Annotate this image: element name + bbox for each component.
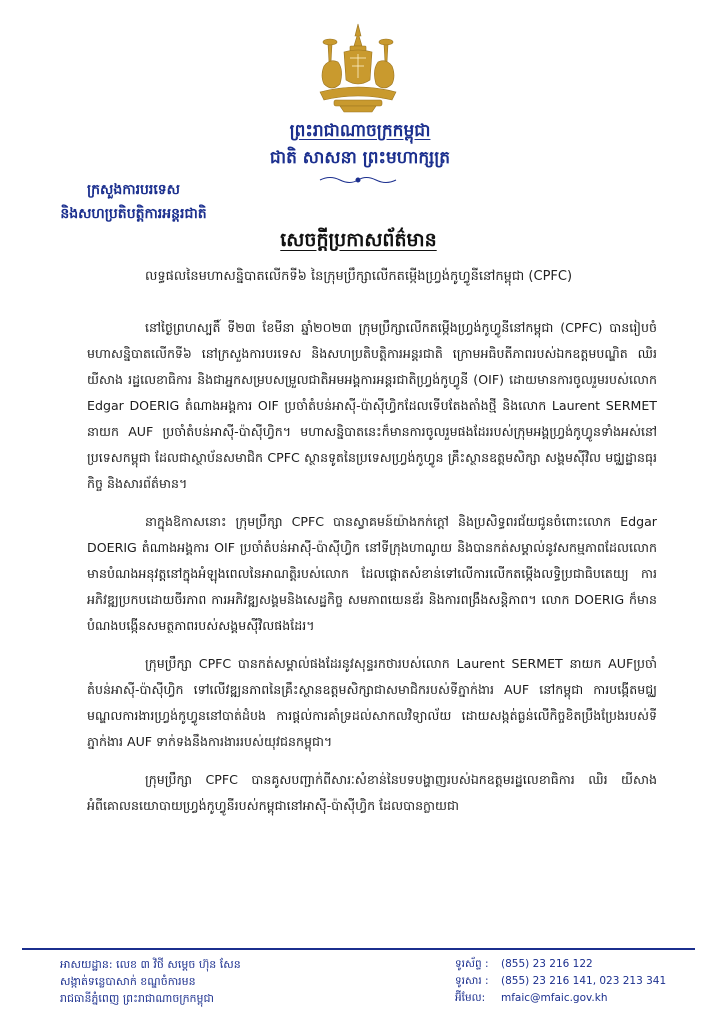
phone-number: (855) 23 216 122 [501, 958, 593, 970]
ministry-name-line2: និងសហប្រតិបត្តិការអន្តរជាតិ [60, 206, 207, 222]
body-paragraph: នៅថ្ងៃព្រហស្បតិ៍ ទី២៣ ខែមីនា ឆ្នាំ២០២៣ ក្រុមប្រឹក្សាលើកតម្កើងហ្វ្រង់កូហ្វូនីនៅកម្ពុជា (CPFC) បានរៀបចំមហាសន្និបាតលើកទី៦ នៅក្រសួងការបរទេស និងសហប្រតិបត្តិការអន្តរជាតិ ក្រោមអធិបតីភាពរបស់ឯកឧត្តមបណ្ឌិត ឈិរ យីសាង រដ្ឋលេខាធិការ និងជាអ្នកសម្របសម្រួលជាតិអមអង្គការអន្តរជាតិហ្វ្រង់កូហ្វូនី (OIF) ដោយមានការចូលរួមរបស់លោក Edgar DOERIG តំណាងអង្គការ OIF ប្រចាំតំបន់អាស៊ី-ប៉ាស៊ីហ្វិកដែលទើបតែងតាំងថ្មី និងលោក Laurent SERMET នាយក AUF ប្រចាំតំបន់អាស៊ី-ប៉ាស៊ីហ្វិក។ មហាសន្និបាតនេះក៏មានការចូលរួមផងដែររបស់ក្រុមអង្គហ្វ្រង់កូហ្វូនទាំងអស់នៅប្រទេសកម្ពុជា ដែលជាស្ថាប័នសមាជិក CPFC ស្ថានទូតនៃប្រទេសហ្វ្រង់កូហ្វូន គ្រឹះស្ថានឧត្តមសិក្សា សង្គមស៊ីវិល មជ្ឈដ្ឋានធុរកិច្ច និងសារព័ត៌មាន។ [87, 320, 657, 491]
document-body [87, 315, 657, 819]
kingdom-name: ព្រះរាជាណាចក្រកម្ពុជា [289, 121, 431, 141]
phone-label: ទូរស័ព្ទ : [455, 958, 489, 970]
decorative-ornament-icon [318, 174, 398, 186]
address-line: រាជធានីភ្នំពេញ ព្រះរាជាណាចក្រកម្ពុជា [60, 992, 214, 1005]
fax-row [455, 973, 705, 990]
letterhead-ministry [26, 178, 241, 226]
fax-label: ទូរសារ : [455, 975, 489, 987]
royal-arms-of-cambodia-icon [310, 22, 406, 114]
body-paragraph: ក្រុមប្រឹក្សា CPFC បានគូសបញ្ជាក់ពីសារៈសំខាន់នៃបទបង្ហាញរបស់ឯកឧត្តមរដ្ឋលេខាធិការ ឈិរ យីសាង អំពីគោលនយោបាយហ្វ្រង់កូហ្វូនីរបស់កម្ពុជានៅអាស៊ី-ប៉ាស៊ីហ្វិក ដែលបានក្លាយជា [87, 772, 657, 813]
national-motto: ជាតិ សាសនា ព្រះមហាក្សត្រ [269, 148, 451, 168]
body-paragraph: នាក្នុងឱកាសនោះ ក្រុមប្រឹក្សា CPFC បានស្វាគមន៍យ៉ាងកក់ក្ដៅ និងប្រសិទ្ធពរជ័យជូនចំពោះលោក Edgar DOERIG តំណាងអង្គការ OIF ប្រចាំតំបន់អាស៊ី-ប៉ាស៊ីហ្វិក នៅទីក្រុងហាណូយ និងបានកត់សម្គាល់នូវសកម្មភាពដែលលោកមានបំណងអនុវត្តនៅក្នុងអំឡុងពេលនៃអាណត្តិរបស់លោក ដែលផ្ដោតសំខាន់ទៅលើការលើកតម្កើងលទ្ធិប្រជាធិបតេយ្យ ការអភិវឌ្ឍប្រកបដោយចីរភាព ការអភិវឌ្ឍសង្គមនិងសេដ្ឋកិច្ច សមភាពយេនឌ័រ និងការពង្រឹងសន្តិភាព។ លោក DOERIG ក៏មានបំណងបង្កើនសមត្ថភាពរបស់សង្គមស៊ីវិលផងដែរ។ [87, 514, 657, 633]
email-row [455, 990, 705, 1007]
ministry-name-line1: ក្រសួងការបរទេស [86, 182, 181, 198]
address-line: សង្កាត់ទន្លេបាសាក់ ខណ្ឌចំការមន [60, 975, 196, 988]
footer-divider [22, 948, 695, 950]
body-paragraph: ក្រុមប្រឹក្សា CPFC បានកត់សម្គាល់ផងដែរនូវសុន្ទរកថារបស់លោក Laurent SERMET នាយក AUFប្រចាំតំបន់អាស៊ី-ប៉ាស៊ីហ្វិក ទៅលើវឌ្ឍនភាពនៃគ្រឹះស្ថានឧត្តមសិក្សាជាសមាជិករបស់ទីភ្នាក់ងារ AUF នៅកម្ពុជា ការបង្កើតមជ្ឈមណ្ឌលការងារហ្វ្រង់កូហ្វូននៅបាត់ដំបង ការផ្ដល់ការគាំទ្រដល់សាកលវិទ្យាល័យ ដោយសង្កត់ធ្ងន់លើកិច្ចខិតប្រឹងប្រែងរបស់ទីភ្នាក់ងារ AUF ទាក់ទងនឹងការងាររបស់យុវជនកម្ពុជា។ [87, 656, 657, 749]
fax-number: (855) 23 216 141, 023 213 341 [501, 975, 667, 987]
address-line: អាសយដ្ឋាន: លេខ ៣ វិថី សម្ដេច ហ៊ុន សែន [60, 958, 241, 971]
letterhead-kingdom [200, 118, 520, 172]
footer-address [60, 956, 390, 1007]
document-title: សេចក្តីប្រកាសព័ត៌មាន [280, 229, 437, 251]
document-subtitle: លទ្ធផលនៃមហាសន្និបាតលើកទី៦ នៃក្រុមប្រឹក្សាលើកតម្កើងហ្វ្រង់កូហ្វូនីនៅកម្ពុជា (CPFC) [144, 269, 573, 284]
footer-contacts [455, 956, 705, 1007]
phone-row [455, 956, 705, 973]
email-address[interactable]: mfaic@mfaic.gov.kh [501, 992, 608, 1004]
email-label: អ៊ីមែល: [455, 992, 486, 1004]
